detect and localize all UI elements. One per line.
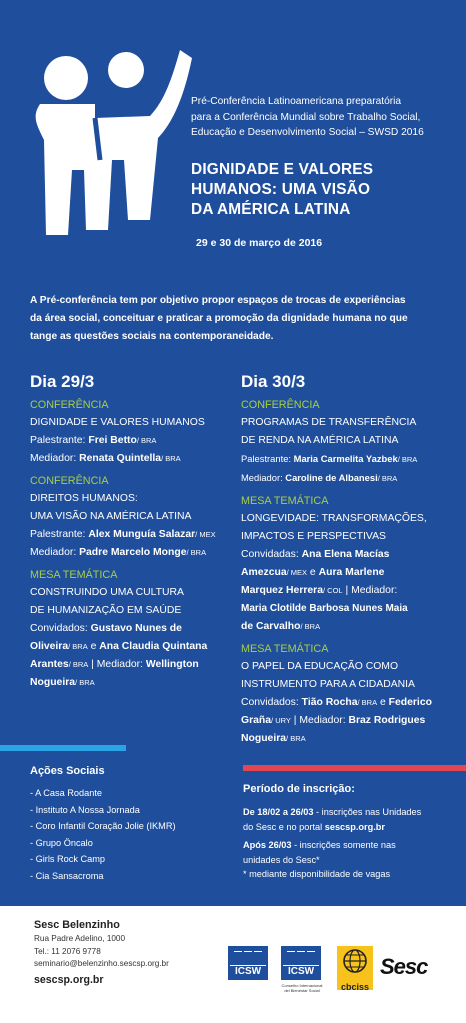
cbciss-logo	[337, 946, 373, 990]
event-title	[191, 160, 461, 220]
mediator-line: Mediador: Renata Quintella/ BRA	[30, 453, 181, 464]
event-date: 29 e 30 de março de 2016	[196, 237, 323, 249]
venue-website[interactable]: sescsp.org.br	[34, 974, 104, 986]
session-label: MESA TEMÁTICA	[241, 643, 329, 655]
session-title: IMPACTOS E PERSPECTIVAS	[241, 531, 386, 542]
human-figures-icon	[0, 20, 195, 245]
day2-heading: Dia 30/3	[241, 372, 306, 391]
speaker-line: Palestrante: Frei Betto/ BRA	[30, 435, 157, 446]
guests-line: Marquez Herrera/ COL | Mediador:	[241, 585, 398, 596]
inscricao-line: De 18/02 a 26/03 - inscrições nas Unidades	[243, 807, 422, 817]
list-item: - Instituto A Nossa Jornada	[30, 804, 140, 815]
title-line: DA AMÉRICA LATINA	[191, 201, 351, 218]
session-label: CONFERÊNCIA	[30, 475, 109, 487]
icsw-logo-2	[281, 946, 321, 980]
sesc-logo: Sesc	[380, 954, 428, 979]
icsw-logo	[228, 946, 268, 980]
list-item: - A Casa Rodante	[30, 788, 103, 798]
divider-bar-blue	[0, 745, 126, 751]
intro-line: para a Conferência Mundial sobre Trabalho Social,	[191, 111, 421, 123]
guests-line: Convidadas: Ana Elena Macías	[241, 549, 390, 560]
guests-line: Oliveira/ BRA e Ana Claudia Quintana	[30, 641, 208, 652]
guests-line: Nogueira/ BRA	[30, 677, 95, 688]
mediator-line: Mediador: Caroline de Albanesi/ BRA	[241, 472, 398, 483]
intro-line: Educação e Desenvolvimento Social – SWSD 2016	[191, 127, 424, 138]
session-title: DIREITOS HUMANOS:	[30, 493, 138, 504]
guests-line: de Carvalho/ BRA	[241, 621, 321, 632]
venue-email[interactable]: seminario@belenzinho.sescsp.org.br	[34, 959, 169, 968]
list-item: - Girls Rock Camp	[30, 854, 106, 864]
guests-line: Nogueira/ BRA	[241, 733, 306, 744]
title-line: DIGNIDADE E VALORES	[191, 161, 374, 178]
venue-contact	[34, 933, 169, 971]
session-title: UMA VISÃO NA AMÉRICA LATINA	[30, 511, 192, 522]
intro-text	[191, 94, 459, 141]
session-title: LONGEVIDADE: TRANSFORMAÇÕES,	[241, 513, 427, 524]
session-label: CONFERÊNCIA	[241, 399, 320, 411]
portal-link[interactable]: sescsp.org.br	[324, 821, 385, 832]
guests-line: Arantes/ BRA | Mediador: Wellington	[30, 659, 199, 670]
session-title: DIGNIDADE E VALORES HUMANOS	[30, 417, 205, 428]
objective-line: tange as questões sociais na contemporaneidade.	[30, 331, 274, 342]
guests-line: Convidados: Tião Rocha/ BRA e Federico	[241, 697, 432, 708]
title-line: HUMANOS: UMA VISÃO	[191, 181, 371, 198]
speaker-line: Palestrante: Maria Carmelita Yazbek/ BRA	[241, 453, 418, 464]
session-label: CONFERÊNCIA	[30, 399, 109, 411]
cbciss-logo-text: cbciss	[340, 982, 370, 992]
day2-column	[241, 396, 463, 748]
inscricao-line: unidades do Sesc*	[243, 854, 320, 865]
acoes-title: Ações Sociais	[30, 765, 105, 777]
objective-line: da área social, conceituar e praticar a promoção da dignidade humana no que	[30, 313, 408, 324]
icsw-logo-text: ICSW	[234, 966, 262, 977]
guests-line: Amezcua/ MEX e Aura Marlene	[241, 567, 385, 578]
session-title: CONSTRUINDO UMA CULTURA	[30, 587, 184, 598]
venue-name: Sesc Belenzinho	[34, 919, 120, 931]
intro-line: Pré-Conferência Latinoamericana preparatória	[191, 96, 402, 107]
icsw-caption: Conselho Internacional del Bienestar Social	[281, 983, 323, 993]
inscricao-line: Após 26/03 - inscrições somente nas	[243, 840, 396, 850]
guests-line: Maria Clotilde Barbosa Nunes Maia	[241, 603, 408, 614]
icsw-logo-text: ICSW	[287, 966, 315, 977]
list-item: - Cia Sansacroma	[30, 870, 104, 881]
list-item: - Coro Infantil Coração Jolie (IKMR)	[30, 821, 176, 831]
inscricao-title: Período de inscrição:	[243, 783, 355, 795]
venue-phone: Tel.: 11 2076 9778	[34, 946, 101, 956]
session-title: DE RENDA NA AMÉRICA LATINA	[241, 435, 399, 446]
session-title: DE HUMANIZAÇÃO EM SAÚDE	[30, 605, 182, 616]
day1-heading: Dia 29/3	[30, 372, 95, 391]
list-item: - Grupo Öncalo	[30, 837, 93, 848]
inscricao-text	[243, 805, 458, 882]
acoes-list	[30, 785, 176, 884]
speaker-line: Palestrante: Alex Munguía Salazar/ MEX	[30, 529, 216, 540]
session-title: PROGRAMAS DE TRANSFERÊNCIA	[241, 417, 417, 428]
session-title: O PAPEL DA EDUCAÇÃO COMO	[241, 661, 399, 672]
objective-text	[30, 292, 440, 346]
session-title: INSTRUMENTO PARA A CIDADANIA	[241, 679, 415, 690]
globe-icon	[337, 946, 373, 976]
session-label: MESA TEMÁTICA	[30, 569, 118, 581]
session-label: MESA TEMÁTICA	[241, 495, 329, 507]
mediator-line: Mediador: Padre Marcelo Monge/ BRA	[30, 547, 207, 558]
guests-line: Convidados: Gustavo Nunes de	[30, 623, 182, 634]
inscricao-note: * mediante disponibilidade de vagas	[243, 869, 391, 879]
venue-address: Rua Padre Adelino, 1000	[34, 934, 126, 943]
guests-line: Graña/ URY | Mediador: Braz Rodrigues	[241, 715, 426, 726]
day1-column	[30, 396, 235, 692]
divider-bar-red	[243, 765, 466, 771]
inscricao-line: do Sesc e no portal sescsp.org.br	[243, 821, 385, 832]
objective-line: A Pré-conferência tem por objetivo propor espaços de trocas de experiências	[30, 295, 406, 306]
